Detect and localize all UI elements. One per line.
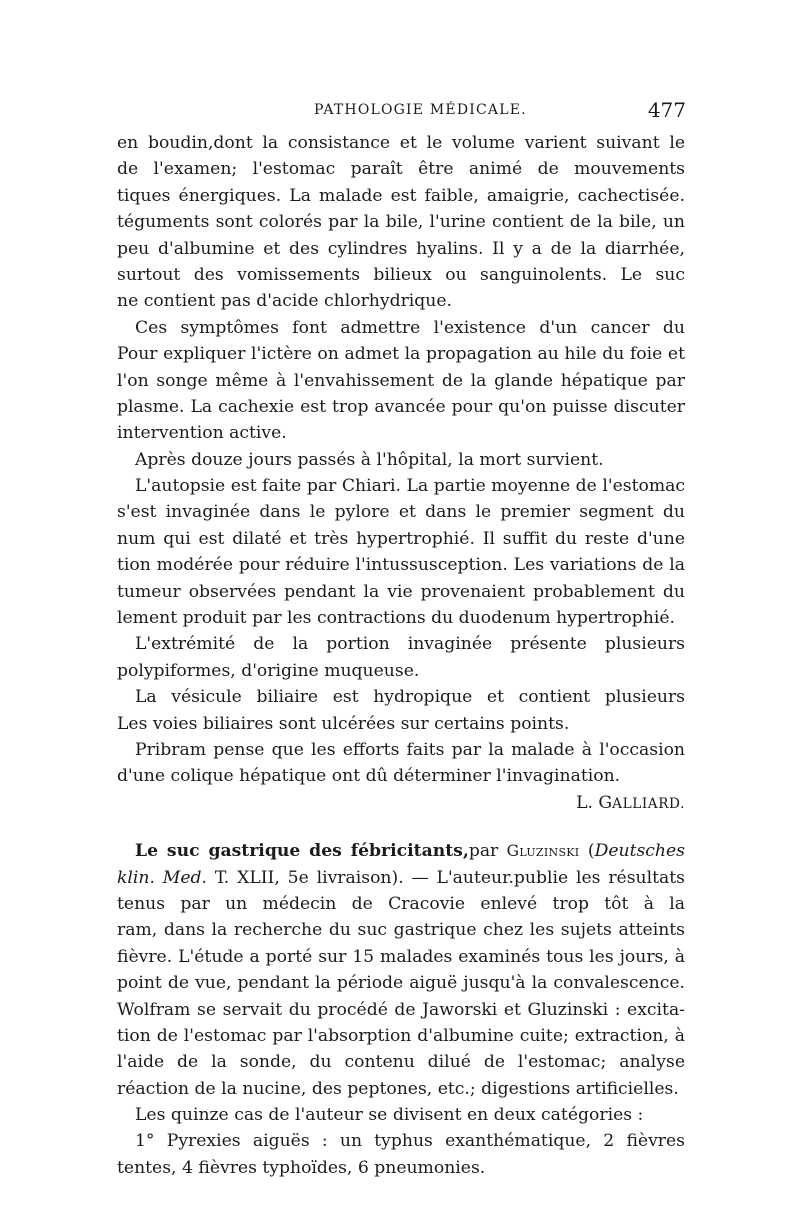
text-line: Les voies biliaires sont ulcérées sur certains points.	[117, 713, 570, 734]
running-title: PATHOLOGIE MÉDICALE.	[314, 102, 527, 118]
text-line: réaction de la nucine, des peptones, etc.; digestions artificielles.	[117, 1078, 679, 1099]
signature-rest: ALLIARD.	[612, 795, 685, 812]
article-journal-open: (	[587, 841, 595, 862]
article-title: Le suc gastrique des fébricitants,	[135, 841, 469, 862]
text-line: tion modérée pour réduire l'intussusception. Les variations de la	[117, 555, 685, 576]
signature-initial: L. G	[576, 792, 613, 813]
text-line: tiques énergiques. La malade est faible, amaigrie, cachectisée.	[117, 185, 685, 206]
text-line: l'aide de la sonde, du contenu dilué de l'estomac; analyse	[117, 1052, 685, 1073]
text-line: s'est invaginée dans le pylore et dans le premier segment du	[117, 502, 685, 523]
text-line: fièvre. L'étude a porté sur 15 malades examinés tous les jours, à	[117, 946, 685, 967]
text-line: Les quinze cas de l'auteur se divisent en deux catégories :	[135, 1105, 644, 1126]
text-line: tumeur observées pendant la vie provenaient probablement du	[117, 581, 685, 602]
text-line: Pour expliquer l'ictère on admet la propagation au hile du foie et	[117, 344, 685, 365]
article-journal: Deutsches	[594, 841, 685, 862]
text-line: l'on songe même à l'envahissement de la glande hépatique par	[117, 370, 685, 391]
text-line: polypiformes, d'origine muqueuse.	[117, 660, 420, 681]
text-line: lement produit par les contractions du duodenum hypertrophié.	[117, 608, 675, 629]
text-line: L'autopsie est faite par Chiari. La partie moyenne de l'estomac	[135, 476, 685, 497]
text-line: téguments sont colorés par la bile, l'urine contient de la bile, un	[117, 212, 685, 233]
text-line: tenus par un médecin de Cracovie enlevé trop tôt à la	[117, 893, 685, 914]
article-journal-2: klin. Med.	[117, 867, 208, 888]
text-line: Après douze jours passés à l'hôpital, la mort survient.	[135, 449, 604, 470]
text-line: tion de l'estomac par l'absorption d'albumine cuite; extraction, à	[117, 1025, 685, 1046]
text-line: surtout des vomissements bilieux ou sanguinolents. Le suc	[117, 264, 685, 285]
text-line: d'une colique hépatique ont dû déterminer l'invagination.	[117, 766, 621, 787]
text-line: num qui est dilaté et très hypertrophié. Il suffit du reste d'une	[117, 528, 685, 549]
text-line: ne contient pas d'acide chlorhydrique.	[117, 291, 452, 312]
signature	[117, 790, 685, 816]
text-line: intervention active.	[117, 423, 287, 444]
article-ref: T. XLII, 5e livraison). — L'auteur.publie les résultats	[214, 867, 685, 888]
text-line: plasme. La cachexie est trop avancée pour qu'on puisse discuter	[117, 396, 685, 417]
text-line: La vésicule biliaire est hydropique et contient plusieurs	[135, 687, 685, 708]
text-line: point de vue, pendant la période aiguë jusqu'à la convalescence.	[117, 973, 685, 994]
body-text	[117, 130, 685, 1181]
text-line: Ces symptômes font admettre l'existence d'un cancer du	[135, 317, 685, 338]
text-line: 1° Pyrexies aiguës : un typhus exanthématique, 2 fièvres	[135, 1131, 685, 1152]
article-author: Gluzinski	[506, 842, 580, 861]
page-number: 477	[647, 98, 686, 122]
text-line: de l'examen; l'estomac paraît être animé de mouvements	[117, 159, 685, 180]
text-line: en boudin,dont la consistance et le volume varient suivant le	[117, 133, 685, 153]
article-ref-line	[117, 865, 685, 891]
text-line: ram, dans la recherche du suc gastrique chez les sujets atteints	[117, 920, 685, 941]
text-line: peu d'albumine et des cylindres hyalins. Il y a de la diarrhée,	[117, 238, 685, 259]
running-head	[116, 98, 686, 126]
article-heading-line	[117, 838, 685, 864]
text-line: L'extrémité de la portion invaginée présente plusieurs	[135, 634, 685, 655]
article-par: par	[468, 841, 507, 862]
text-line: Wolfram se servait du procédé de Jaworski et Gluzinski : excita-	[117, 999, 685, 1020]
text-line: tentes, 4 fièvres typhoïdes, 6 pneumonies.	[117, 1157, 486, 1178]
text-line: Pribram pense que les efforts faits par la malade à l'occasion	[135, 739, 685, 760]
